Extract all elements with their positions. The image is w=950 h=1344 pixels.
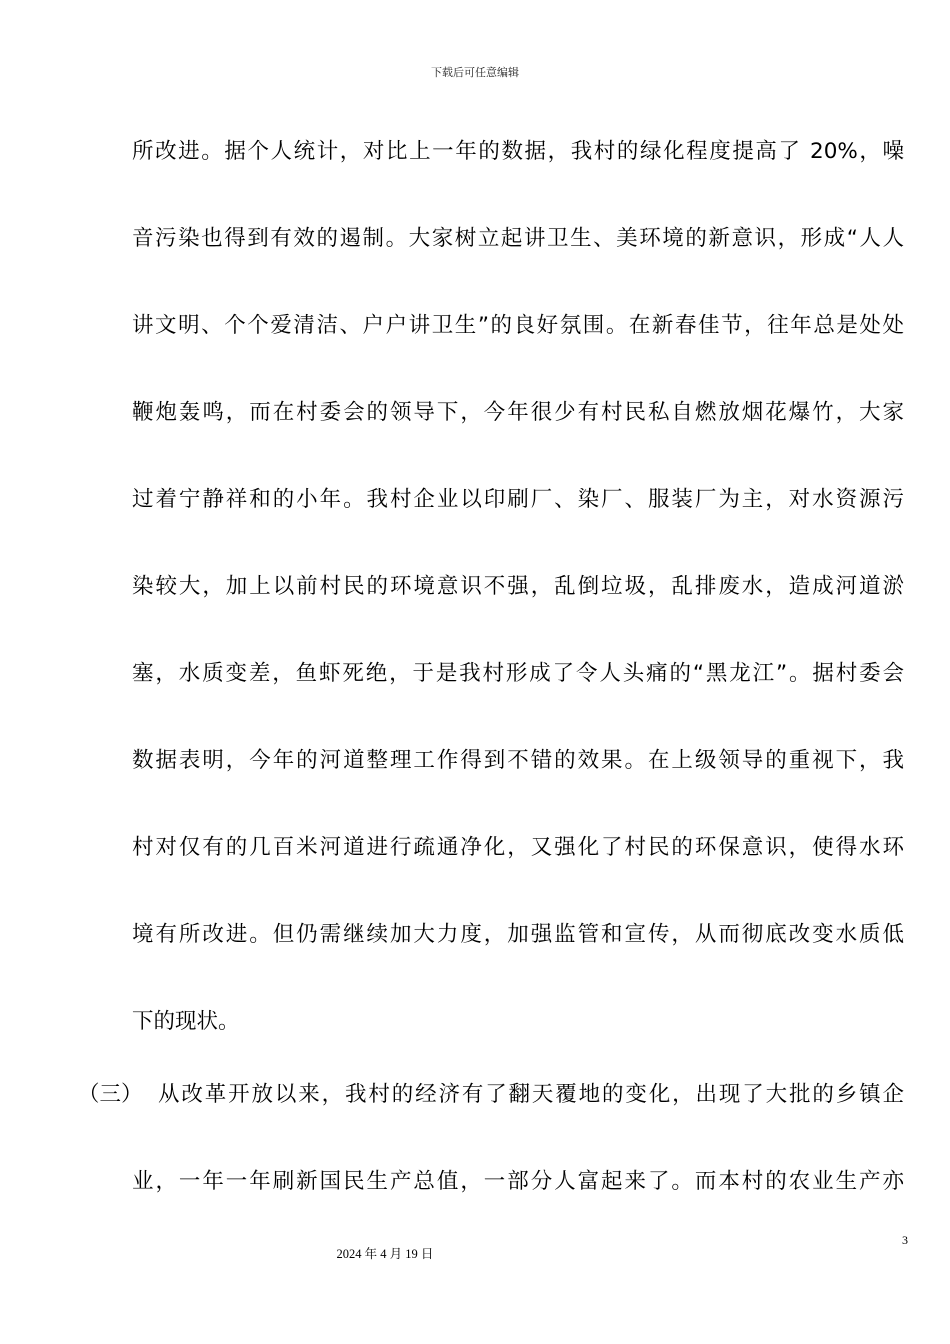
paragraph-line: 音污染也得到有效的遏制。大家树立起讲卫生、美环境的新意识，形成“人人	[132, 226, 904, 251]
section-marker: （三）	[78, 1082, 143, 1107]
paragraph-line: 鞭炮轰鸣，而在村委会的领导下，今年很少有村民私自燃放烟花爆竹，大家	[132, 400, 904, 425]
paragraph-line: 过着宁静祥和的小年。我村企业以印刷厂、染厂、服装厂为主，对水资源污	[132, 487, 904, 512]
paragraph-line: 讲文明、个个爱清洁、户户讲卫生”的良好氛围。在新春佳节，往年总是处处	[132, 313, 904, 338]
paragraph-line: 数据表明，今年的河道整理工作得到不错的效果。在上级领导的重视下，我	[132, 748, 904, 773]
page-header: 下载后可任意编辑	[431, 66, 519, 79]
page-date: 2024 年 4 月 19 日	[336, 1247, 434, 1261]
page-number: 3	[902, 1233, 908, 1247]
paragraph-line: 下的现状。	[132, 1009, 240, 1034]
paragraph-line: 村对仅有的几百米河道进行疏通净化，又强化了村民的环保意识，使得水环	[132, 835, 904, 860]
paragraph-line: 染较大，加上以前村民的环境意识不强，乱倒垃圾，乱排废水，造成河道淤	[132, 574, 904, 599]
section-first-line: 从改革开放以来，我村的经济有了翻天覆地的变化，出现了大批的乡镇企	[158, 1082, 904, 1107]
section-continuation-line: 业，一年一年刷新国民生产总值，一部分人富起来了。而本村的农业生产亦	[132, 1169, 904, 1194]
paragraph-line: 塞，水质变差，鱼虾死绝，于是我村形成了令人头痛的“黑龙江”。据村委会	[132, 661, 904, 686]
paragraph-line: 所改进。据个人统计，对比上一年的数据，我村的绿化程度提高了 20%，噪	[132, 139, 904, 164]
paragraph-line: 境有所改进。但仍需继续加大力度，加强监管和宣传，从而彻底改变水质低	[132, 922, 904, 947]
